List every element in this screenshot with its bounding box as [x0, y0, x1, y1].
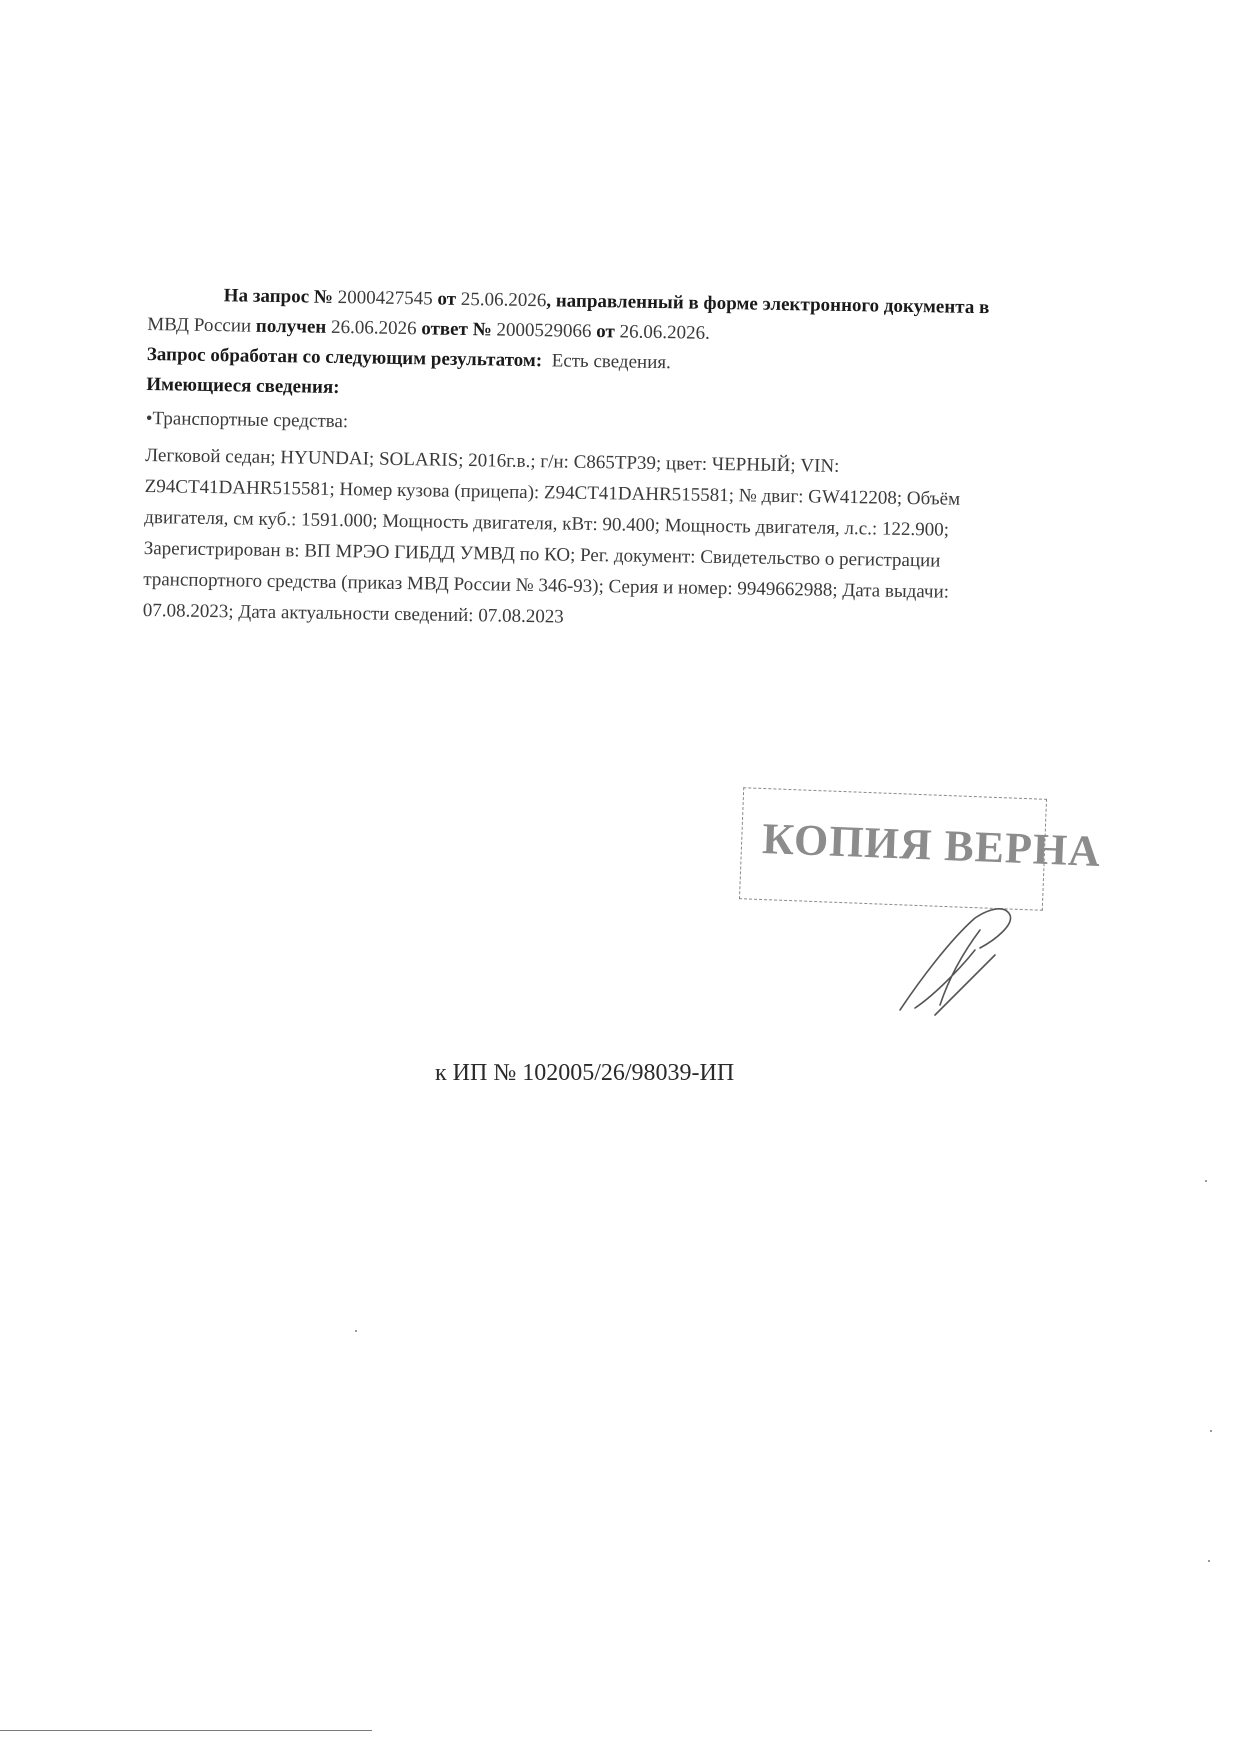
document-body — [143, 280, 1088, 641]
request-number: 2000427545 — [337, 286, 433, 310]
vehicle-line: транспортного средства (приказ МВД России № 346-93); Серия и номер: 9949662988; Дата выдачи: — [143, 568, 950, 603]
received-label: получен — [255, 315, 327, 338]
request-sent-label: , направленный в форме электронного документа в — [546, 290, 990, 319]
answer-number: 2000529066 — [496, 319, 592, 342]
vehicle-line: 07.08.2023; Дата актуальности сведений: 07.08.2023 — [142, 599, 564, 628]
vehicle-line: Z94CT41DAHR515581; Номер кузова (прицепа): Z94CT41DAHR515581; № двиг: GW412208; Объём — [144, 475, 961, 510]
enforcement-case-reference: к ИП № 102005/26/98039-ИП — [435, 1060, 735, 1086]
vehicle-line: двигателя, см куб.: 1591.000; Мощность двигателя, кВт: 90.400; Мощность двигателя, л.с.: 122.900; — [144, 506, 950, 541]
scan-speck — [1205, 1180, 1207, 1182]
answer-label: ответ № — [421, 318, 492, 341]
vehicle-line: Легковой седан; HYUNDAI; SOLARIS; 2016г.в.; г/н: С865ТР39; цвет: ЧЕРНЫЙ; VIN: — [145, 444, 840, 477]
scan-speck — [1208, 1560, 1210, 1562]
scan-speck — [1210, 1430, 1212, 1432]
result-label: Запрос обработан со следующим результатом: — [146, 343, 543, 372]
answer-date: 26.06.2026. — [619, 321, 710, 344]
request-date: 25.06.2026 — [460, 288, 547, 312]
result-value: Есть сведения. — [551, 350, 671, 374]
recipient: МВД России — [147, 313, 252, 337]
bottom-divider — [0, 1730, 372, 1731]
request-prefix: На запрос № — [223, 285, 334, 308]
answer-from-label: от — [596, 321, 615, 343]
category-label: •Транспортные средства: — [145, 407, 349, 433]
vehicle-details — [143, 440, 1086, 641]
request-from-label: от — [437, 288, 457, 310]
received-date: 26.06.2026 — [330, 316, 417, 340]
signature — [880, 880, 1030, 1030]
vehicle-line: Зарегистрирован в: ВП МРЭО ГИБДД УМВД по КО; Рег. документ: Свидетельство о регистрации — [143, 537, 941, 572]
info-heading: Имеющиеся сведения: — [146, 373, 340, 399]
stamp-text: КОПИЯ ВЕРНА — [761, 813, 1102, 876]
scan-speck — [355, 1330, 357, 1332]
